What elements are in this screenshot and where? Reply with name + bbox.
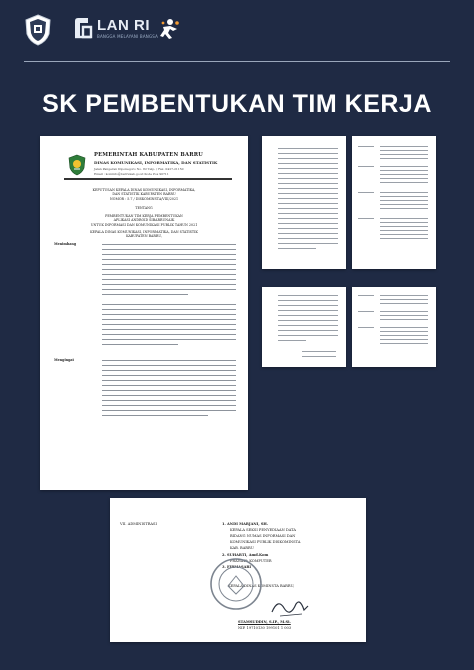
body-text-line bbox=[102, 410, 236, 411]
main-document-page bbox=[40, 136, 248, 490]
decree-subject-line: PEMBENTUKAN TIM KERJA PEMBENTUKAN bbox=[105, 214, 183, 218]
letterhead-government: PEMERINTAH KABUPATEN BARRU bbox=[94, 152, 203, 158]
member-line: 2. SUHARTI, Amd.Kom bbox=[222, 553, 269, 557]
label-mengingat: Mengingat bbox=[54, 358, 75, 362]
body-text-line bbox=[102, 400, 236, 401]
member-line: BIDANG NUMAS INFORMASI DAN bbox=[230, 534, 296, 538]
letterhead-rule bbox=[64, 178, 232, 180]
decree-subject-line: APLIKASI ANDROID SIBARRUNAIK bbox=[113, 218, 175, 223]
body-text-line bbox=[102, 385, 236, 386]
body-text-line bbox=[102, 304, 236, 305]
body-text-line bbox=[102, 360, 236, 361]
barru-regency-logo-icon bbox=[68, 154, 86, 176]
body-text-line bbox=[102, 319, 236, 320]
body-text-line bbox=[102, 244, 236, 245]
page-title: SK PEMBENTUKAN TIM KERJA bbox=[42, 90, 432, 118]
body-text-line bbox=[102, 309, 236, 310]
decree-subject-line: UNTUK INFORMASI DAN KOMUNIKASI PUBLIK TAHUN 2021 bbox=[90, 222, 198, 227]
official-stamp-icon bbox=[208, 556, 264, 612]
body-text-line bbox=[102, 294, 188, 295]
letterhead-agency: DINAS KOMUNIKASI, INFORMATIKA, DAN STATISTIK bbox=[94, 160, 218, 165]
member-line: 1. ANDI MARJANI, SH. bbox=[222, 522, 269, 526]
member-line: KOMUNIKASI PUBLIK DISKOMINSTA bbox=[230, 540, 301, 544]
body-text-line bbox=[102, 365, 236, 366]
member-line: KEPALA SEKSI PENYEDIAAN DATA bbox=[230, 528, 296, 532]
body-text-line bbox=[102, 334, 236, 335]
member-line: KAB. BARRU bbox=[230, 546, 254, 550]
lanri-emblem-icon bbox=[72, 15, 94, 41]
body-text-line bbox=[102, 380, 236, 381]
body-text-line bbox=[102, 284, 236, 285]
decree-tentang: TENTANG bbox=[135, 206, 153, 210]
decree-heading bbox=[40, 188, 248, 201]
body-text-line bbox=[102, 395, 236, 396]
body-text-line bbox=[102, 390, 236, 391]
letterhead-email: Email : kominfo@barrukab.go.id Kode Pos 90711 bbox=[94, 172, 169, 176]
decree-heading-line: DAN STATISTIK KABUPATEN BARRU bbox=[112, 192, 176, 197]
body-text-line bbox=[102, 375, 236, 376]
body-text-line bbox=[102, 339, 236, 340]
body-text-line bbox=[102, 314, 236, 315]
lanri-logo bbox=[72, 15, 158, 41]
member-line: PRANATA KOMPUTER bbox=[230, 559, 272, 563]
decree-issuer-line: KABUPATEN BARRU, bbox=[126, 234, 162, 239]
document-page-thumbnail bbox=[352, 287, 436, 367]
body-text-line bbox=[102, 269, 236, 270]
signer-title: KEPALA DINAS KOMINSTA BARRU, bbox=[228, 584, 295, 588]
body-text-line bbox=[102, 279, 236, 280]
body-text-line bbox=[102, 370, 236, 371]
decree-subject bbox=[40, 214, 248, 227]
body-text-line bbox=[102, 259, 236, 260]
body-text-line bbox=[102, 289, 236, 290]
section-label: VII. ADMINISTRASI bbox=[120, 522, 157, 526]
body-text-line bbox=[102, 329, 236, 330]
body-text-line bbox=[102, 415, 208, 416]
lanri-tagline: BANGGA MELAYANI BANGSA bbox=[97, 33, 159, 39]
header-divider bbox=[24, 61, 450, 62]
document-page-thumbnail bbox=[262, 136, 346, 269]
body-text-line bbox=[102, 274, 236, 275]
regency-crest-icon bbox=[24, 14, 52, 46]
document-page-thumbnail bbox=[262, 287, 346, 367]
signer-nip: NIP. 19710130 199101 1 003 bbox=[238, 626, 292, 630]
body-text-line bbox=[102, 324, 236, 325]
header-bar bbox=[0, 0, 474, 62]
body-text-line bbox=[102, 249, 236, 250]
decree-heading-line: KEPUTUSAN KEPALA DINAS KOMUNIKASI, INFORMATIKA, bbox=[92, 188, 196, 192]
decree-issuer-line: KEPALA DINAS KOMUNIKASI, INFORMATIKA, DAN STATISTIK bbox=[90, 230, 198, 234]
signature-icon bbox=[270, 594, 310, 620]
signature-page-excerpt bbox=[110, 498, 366, 642]
member-line: 3. FIRMASARI bbox=[222, 565, 252, 569]
lanri-name: LAN RI bbox=[97, 16, 150, 34]
document-page-thumbnail bbox=[352, 136, 436, 269]
body-text-line bbox=[102, 405, 236, 406]
label-menimbang: Menimbang bbox=[54, 242, 77, 246]
body-text-line bbox=[102, 344, 178, 345]
letterhead-address: Jalan Pangeran Diponegoro No. 82 Telp. / Fax. 0427-21150 bbox=[94, 167, 184, 171]
body-text-line bbox=[102, 254, 236, 255]
decree-heading-line: NOMOR : 5.7 / DISKOMINSTA/VIII/2021 bbox=[109, 196, 179, 201]
orange-figure-logo-icon bbox=[158, 17, 182, 41]
decree-issuer bbox=[40, 230, 248, 239]
body-text-line bbox=[102, 264, 236, 265]
signer-name: STAMSUDDIN, S.IP., M.Si. bbox=[238, 620, 291, 624]
